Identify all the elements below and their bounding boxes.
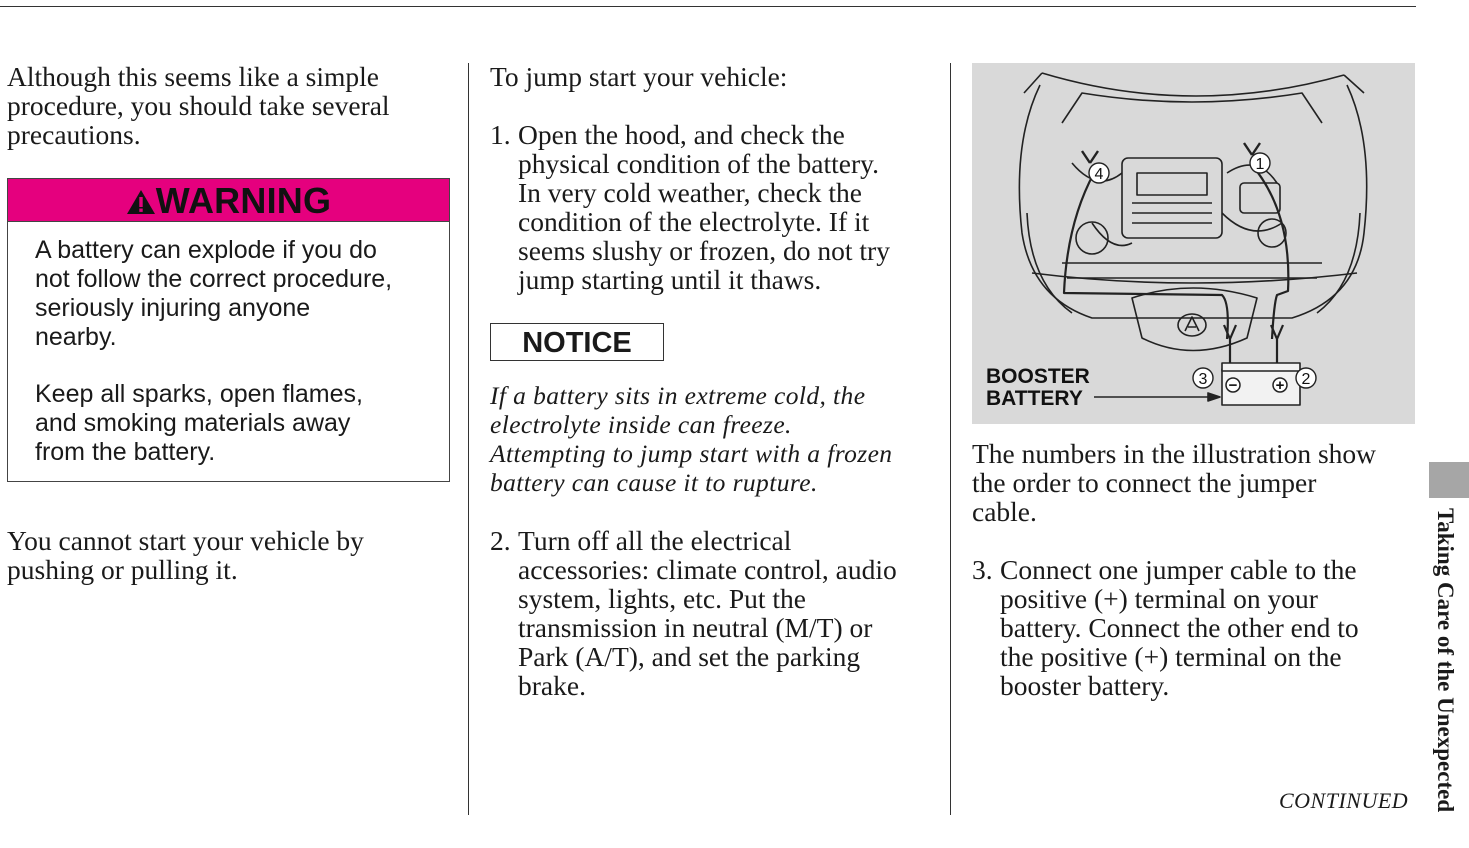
step-line: In very cold weather, check the bbox=[518, 177, 863, 208]
caption-line: cable. bbox=[972, 496, 1037, 527]
warning-body bbox=[8, 222, 449, 467]
plus-terminal-label: + bbox=[1275, 377, 1285, 394]
note-line: You cannot start your vehicle by bbox=[7, 525, 364, 556]
column-1-note bbox=[7, 526, 457, 584]
step-2 bbox=[490, 526, 940, 700]
step-line: Connect one jumper cable to the bbox=[1000, 554, 1357, 585]
intro-line: precautions. bbox=[7, 119, 141, 150]
callout-1: 1 bbox=[1255, 156, 1265, 173]
notice-paragraph bbox=[490, 381, 940, 497]
callout-4: 4 bbox=[1094, 166, 1104, 183]
intro-paragraph bbox=[7, 62, 457, 149]
step-line: Park (A/T), and set the parking bbox=[518, 641, 861, 672]
note-line: pushing or pulling it. bbox=[7, 554, 238, 585]
step-text bbox=[518, 526, 940, 700]
step-line: physical condition of the battery. bbox=[518, 148, 879, 179]
step-line: positive (+) terminal on your bbox=[1000, 583, 1318, 614]
callout-3: 3 bbox=[1198, 371, 1208, 388]
step-text bbox=[518, 120, 940, 294]
push-start-note bbox=[7, 526, 457, 584]
booster-label-line-2: BATTERY bbox=[986, 387, 1083, 410]
caption-line: the order to connect the jumper bbox=[972, 467, 1317, 498]
warning-paragraph-1 bbox=[35, 236, 431, 352]
callout-2: 2 bbox=[1301, 371, 1311, 388]
step-3 bbox=[972, 555, 1417, 700]
column-3 bbox=[972, 439, 1417, 700]
warning-line: A battery can explode if you do bbox=[35, 236, 377, 264]
column-divider-1 bbox=[468, 63, 469, 815]
engine-bay-drawing bbox=[972, 63, 1415, 424]
warning-box bbox=[7, 178, 450, 482]
step-line: transmission in neutral (M/T) or bbox=[518, 612, 873, 643]
step-line: jump starting until it thaws. bbox=[518, 264, 822, 295]
column-divider-2 bbox=[950, 63, 951, 815]
minus-terminal-label: − bbox=[1228, 377, 1238, 394]
notice-line: Attempting to jump start with a frozen bbox=[490, 439, 893, 468]
warning-title: WARNING bbox=[155, 180, 332, 221]
notice-box bbox=[490, 323, 664, 361]
step-line: Open the hood, and check the bbox=[518, 119, 845, 150]
step-line: condition of the electrolyte. If it bbox=[518, 206, 870, 237]
step-1 bbox=[490, 120, 940, 294]
step-number: 1. bbox=[490, 119, 511, 150]
notice-line: If a battery sits in extreme cold, the bbox=[490, 381, 866, 410]
column-1 bbox=[7, 62, 457, 149]
step-line: brake. bbox=[518, 670, 586, 701]
warning-header bbox=[8, 179, 449, 222]
booster-label-line-1: BOOSTER bbox=[986, 365, 1090, 388]
notice-line: battery can cause it to rupture. bbox=[490, 468, 818, 497]
notice-line: electrolyte inside can freeze. bbox=[490, 410, 792, 439]
step-number: 2. bbox=[490, 525, 511, 556]
caption-line: The numbers in the illustration show bbox=[972, 438, 1377, 469]
step-line: booster battery. bbox=[1000, 670, 1170, 701]
intro-line: Although this seems like a simple bbox=[7, 61, 379, 92]
warning-line: nearby. bbox=[35, 323, 117, 351]
step-text bbox=[1000, 555, 1417, 700]
illustration-caption bbox=[972, 439, 1417, 526]
warning-triangle-icon bbox=[126, 189, 156, 215]
notice-title: NOTICE bbox=[522, 327, 632, 359]
step-line: battery. Connect the other end to bbox=[1000, 612, 1359, 643]
step-line: accessories: climate control, audio bbox=[518, 554, 897, 585]
warning-line: seriously injuring anyone bbox=[35, 294, 311, 322]
warning-line: from the battery. bbox=[35, 438, 216, 466]
step-line: system, lights, etc. Put the bbox=[518, 583, 806, 614]
warning-line: and smoking materials away bbox=[35, 409, 351, 437]
warning-line: Keep all sparks, open flames, bbox=[35, 380, 363, 408]
jump-start-illustration bbox=[972, 63, 1415, 424]
section-title: Taking Care of the Unexpected bbox=[1433, 508, 1458, 813]
warning-line: not follow the correct procedure, bbox=[35, 265, 393, 293]
step-line: the positive (+) terminal on the bbox=[1000, 641, 1342, 672]
section-tab bbox=[1429, 462, 1469, 498]
step-line: Turn off all the electrical bbox=[518, 525, 792, 556]
step-number: 3. bbox=[972, 554, 993, 585]
column-2-step-2 bbox=[490, 526, 940, 700]
notice-text bbox=[490, 381, 940, 497]
continued-label: CONTINUED bbox=[1279, 788, 1409, 813]
column-2 bbox=[490, 62, 940, 294]
warning-paragraph-2 bbox=[35, 380, 431, 467]
procedure-heading: To jump start your vehicle: bbox=[490, 61, 788, 92]
step-line: seems slushy or frozen, do not try bbox=[518, 235, 890, 266]
intro-line: procedure, you should take several bbox=[7, 90, 390, 121]
top-rule bbox=[0, 6, 1416, 7]
